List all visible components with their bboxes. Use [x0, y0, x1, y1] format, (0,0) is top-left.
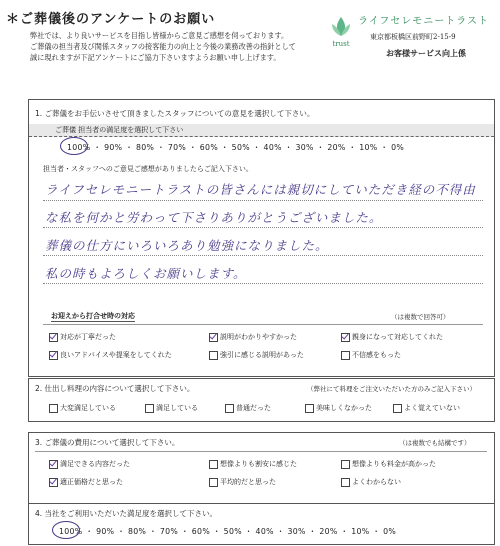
checkbox[interactable]: [393, 404, 402, 413]
intro-line: ご葬儀の担当者及び関係スタッフの接客能力の向上と今後の業務改善の指針として: [30, 42, 296, 51]
checkbox[interactable]: [49, 460, 58, 469]
option-average[interactable]: 普通だった: [225, 403, 271, 413]
checkbox[interactable]: [209, 460, 218, 469]
checkbox[interactable]: [145, 404, 154, 413]
option-clear-explanation[interactable]: 説明がわかりやすかった: [209, 332, 297, 342]
reception-title: お迎えから打合せ時の対応: [51, 312, 135, 320]
selected-circle: [60, 137, 88, 155]
question-1-subtitle: ご葬儀 担当者の満足度を選択して下さい: [55, 126, 184, 134]
intro-line: 弊社では、より良いサービスを目指し皆様からご意見ご感想を伺っております。: [30, 31, 289, 40]
brand-department: お客様サービス向上係: [386, 49, 466, 58]
option-pushy[interactable]: 強引に感じる説明があった: [209, 350, 304, 360]
comment-line: [43, 227, 483, 228]
selected-circle: [52, 521, 80, 539]
checkbox[interactable]: [341, 351, 350, 360]
svg-text:trust: trust: [332, 40, 350, 48]
checkbox[interactable]: [49, 333, 58, 342]
option-polite[interactable]: 対応が丁寧だった: [49, 332, 116, 342]
subtitle-bar: [29, 124, 494, 137]
checkbox[interactable]: [225, 404, 234, 413]
handwritten-comment: ライフセレモニートラストの皆さんには親切にしていただき経の不得由: [45, 182, 476, 197]
brand-address: 東京都板橋区前野町2-15-9: [370, 33, 456, 41]
intro-line: 誠に現れますが下記アンケートにご協力下さいますようお願い申し上げます。: [30, 53, 281, 62]
option-satisfying-content[interactable]: 満足できる内容だった: [49, 459, 130, 469]
handwritten-comment: な私を何かと労わって下さりありがとうございました。: [45, 210, 383, 225]
checkbox[interactable]: [209, 351, 218, 360]
option-satisfied[interactable]: 満足している: [145, 403, 198, 413]
comment-line: [43, 255, 483, 256]
comment-line: [43, 200, 483, 201]
brand-block: [320, 6, 496, 70]
satisfaction-scale-4[interactable]: 100% ・ 90% ・ 80% ・ 70% ・ 60% ・ 50% ・ 40% ・ 30% ・ 20% ・ 10% ・ 0%: [59, 527, 397, 536]
checkbox[interactable]: [305, 404, 314, 413]
checkbox[interactable]: [341, 460, 350, 469]
brand-name: ライフセレモニートラスト: [358, 16, 489, 27]
multi-answer-note: （は複数で回答可）: [391, 313, 450, 321]
intro-text: [30, 30, 330, 63]
checkbox[interactable]: [209, 478, 218, 487]
question-1-box: [28, 99, 495, 377]
option-not-tasty[interactable]: 美味しくなかった: [305, 403, 372, 413]
question-2-title: 2. 仕出し料理の内容について選択して下さい。: [35, 384, 195, 393]
option-good-advice[interactable]: 良いアドバイスや提案をしてくれた: [49, 350, 172, 360]
trust-logo-icon: [326, 14, 356, 48]
question-4-box: [28, 503, 495, 545]
question-2-box: [28, 378, 495, 422]
divider: [35, 451, 487, 452]
option-do-not-remember[interactable]: よく覚えていない: [393, 403, 460, 413]
question-3-title: 3. ご葬儀の費用について選択して下さい。: [35, 438, 180, 447]
option-kind[interactable]: 親身になって対応してくれた: [341, 332, 443, 342]
handwritten-comment: 私の時もよろしくお願いします。: [45, 266, 247, 281]
option-distrust[interactable]: 不信感をもった: [341, 350, 401, 360]
satisfaction-scale-1[interactable]: 100% ・ 90% ・ 80% ・ 70% ・ 60% ・ 50% ・ 40% ・ 30% ・ 20% ・ 10% ・ 0%: [67, 143, 405, 152]
question-2-note: （弊社にて料理をご注文いただいた方のみご記入下さい）: [307, 385, 476, 393]
question-3-box: [28, 432, 495, 504]
option-fair-price[interactable]: 適正価格だと思った: [49, 477, 123, 487]
checkbox[interactable]: [341, 478, 350, 487]
option-average-price[interactable]: 平均的だと思った: [209, 477, 276, 487]
divider: [43, 324, 483, 325]
checkbox[interactable]: [49, 404, 58, 413]
option-cheaper-than-expected[interactable]: 想像よりも割安に感じた: [209, 459, 297, 469]
checkbox[interactable]: [209, 333, 218, 342]
question-1-title: 1. ご葬儀をお手伝いさせて頂きましたスタッフについての意見を選択して下さい。: [35, 109, 315, 118]
page-title: ＊ご葬儀後のアンケートのお願い: [6, 12, 216, 27]
checkbox[interactable]: [49, 351, 58, 360]
option-very-satisfied[interactable]: 大変満足している: [49, 403, 116, 413]
option-not-sure[interactable]: よくわからない: [341, 477, 401, 487]
comment-line: [43, 283, 483, 284]
handwritten-comment: 葬儀の仕方にいろいろあり勉強になりました。: [45, 238, 329, 253]
checkbox[interactable]: [341, 333, 350, 342]
checkbox[interactable]: [49, 478, 58, 487]
comment-prompt: 担当者・スタッフへのご意見ご感想がありましたらご記入下さい。: [43, 165, 253, 173]
question-4-title: 4. 当社をご利用いただいた満足度を選択して下さい。: [35, 509, 218, 518]
question-3-note: （は複数でも結構です）: [399, 439, 471, 447]
option-more-expensive[interactable]: 想像よりも料金が高かった: [341, 459, 436, 469]
